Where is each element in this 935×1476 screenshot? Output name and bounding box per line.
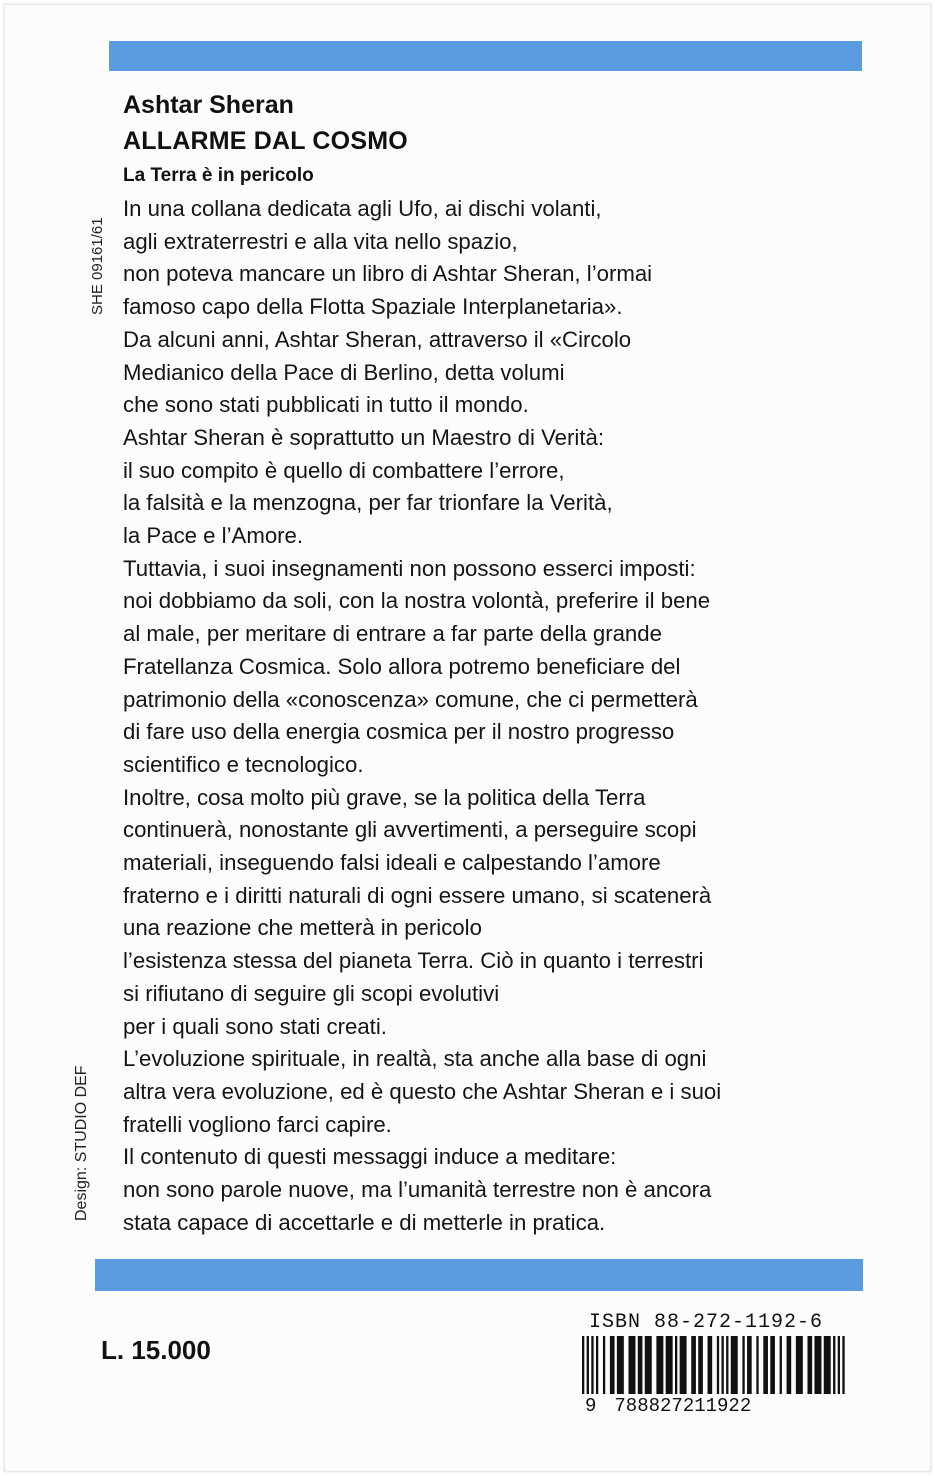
barcode-bar: [770, 1336, 775, 1394]
blurb-line: materiali, inseguendo falsi ideali e calpestando l’amore: [123, 850, 661, 876]
blurb-line: L’evoluzione spirituale, in realtà, sta anche alla base di ogni: [123, 1046, 707, 1072]
barcode-bar: [628, 1336, 635, 1394]
barcode-bar: [842, 1336, 844, 1394]
blurb-line: Ashtar Sheran è soprattutto un Maestro di Verità:: [123, 424, 604, 450]
blurb-line: al male, per meritare di entrare a far parte della grande: [123, 621, 662, 647]
back-cover: [4, 4, 931, 1472]
author-name: Ashtar Sheran: [123, 91, 294, 119]
design-credit: Design: STUDIO DEF: [73, 1065, 90, 1221]
barcode-bar: [680, 1336, 687, 1394]
barcode-bar: [717, 1336, 719, 1394]
barcode-bar: [603, 1336, 605, 1394]
blurb-line: che sono stati pubblicati in tutto il mondo.: [123, 392, 529, 418]
side-code: SHE 09161/61: [89, 217, 106, 315]
blurb-line: di fare uso della energia cosmica per il nostro progresso: [123, 719, 675, 745]
blurb-line: scientifico e tecnologico.: [123, 751, 364, 777]
barcode-lead-digit: 9: [585, 1395, 597, 1417]
barcode-bar: [708, 1336, 713, 1394]
barcode-bar: [666, 1336, 673, 1394]
blurb-line: non poteva mancare un libro di Ashtar Sheran, l’ormai: [123, 261, 653, 287]
blurb-line: l’esistenza stessa del pianeta Terra. Ciò in quanto i terrestri: [123, 948, 704, 974]
blurb-line: la falsità e la menzogna, per far trionfare la Verità,: [123, 490, 613, 516]
blurb-line: Inoltre, cosa molto più grave, se la politica della Terra: [123, 784, 646, 810]
blurb-line: per i quali sono stati creati.: [123, 1013, 387, 1039]
barcode-bar: [742, 1336, 744, 1394]
blurb-line: fratelli vogliono farci capire.: [123, 1111, 392, 1137]
blurb-line: agli extraterrestri e alla vita nello spazio,: [123, 228, 518, 254]
barcode-digits: [585, 1395, 751, 1417]
blurb-line: fraterno e i diritti naturali di ogni essere umano, si scatenerà: [123, 882, 712, 908]
blurb-line: si rifiutano di seguire gli scopi evolutivi: [123, 980, 500, 1006]
book-title: ALLARME DAL COSMO: [123, 127, 408, 155]
barcode-bar: [796, 1336, 803, 1394]
blurb-line: Da alcuni anni, Ashtar Sheran, attraverso il «Circolo: [123, 326, 632, 352]
blurb-line: continuerà, nonostante gli avvertimenti, a perseguire scopi: [123, 817, 697, 843]
barcode-bar: [587, 1336, 589, 1394]
bottom-color-band: [95, 1259, 863, 1291]
barcode-bar: [838, 1336, 840, 1394]
barcode-bar: [698, 1336, 703, 1394]
barcode-bar: [824, 1336, 831, 1394]
barcode-bar: [596, 1336, 598, 1394]
barcode-bar: [591, 1336, 593, 1394]
barcode-bar: [763, 1336, 768, 1394]
blurb-line: Medianico della Pace di Berlino, detta volumi: [123, 359, 565, 385]
barcode-bar: [638, 1336, 643, 1394]
barcode-bar: [675, 1336, 677, 1394]
blurb-line: Il contenuto di questi messaggi induce a meditare:: [123, 1144, 617, 1170]
barcode-bar: [756, 1336, 758, 1394]
barcode-bar: [645, 1336, 652, 1394]
barcode-bar: [582, 1336, 584, 1394]
barcode: [582, 1336, 847, 1394]
top-color-band: [109, 41, 862, 71]
blurb-line: Fratellanza Cosmica. Solo allora potremo beneficiare del: [123, 653, 681, 679]
blurb-line: In una collana dedicata agli Ufo, ai dischi volanti,: [123, 196, 602, 221]
blurb-line: non sono parole nuove, ma l’umanità terrestre non è ancora: [123, 1177, 712, 1203]
blurb-line: Tuttavia, i suoi insegnamenti non possono esserci imposti:: [123, 555, 696, 581]
blurb-line: patrimonio della «conoscenza» comune, che ci permetterà: [123, 686, 698, 712]
barcode-bar: [656, 1336, 663, 1394]
isbn-label: ISBN 88-272-1192-6: [589, 1311, 824, 1334]
barcode-bar: [833, 1336, 835, 1394]
blurb-line: una reazione che metterà in pericolo: [123, 915, 482, 941]
barcode-bar: [610, 1336, 615, 1394]
blurb-text: [123, 193, 843, 1240]
blurb-line: il suo compito è quello di combattere l’errore,: [123, 457, 565, 483]
blurb-line: altra vera evoluzione, ed è questo che Ashtar Sheran e i suoi: [123, 1078, 722, 1104]
barcode-bar: [747, 1336, 752, 1394]
blurb-line: la Pace e l’Amore.: [123, 523, 304, 549]
price: L. 15.000: [101, 1335, 211, 1365]
barcode-bar: [731, 1336, 738, 1394]
barcode-bar: [807, 1336, 812, 1394]
barcode-bar: [780, 1336, 782, 1394]
blurb-line: stata capace di accettarle e di metterle in pratica.: [123, 1209, 606, 1235]
barcode-bar: [814, 1336, 821, 1394]
blurb-line: famoso capo della Flotta Spaziale Interplanetaria».: [123, 294, 623, 320]
blurb-line: noi dobbiamo da soli, con la nostra volontà, preferire il bene: [123, 588, 711, 614]
barcode-number: 788827211922: [614, 1395, 752, 1417]
barcode-bar: [726, 1336, 728, 1394]
barcode-bar: [617, 1336, 624, 1394]
barcode-bar: [787, 1336, 792, 1394]
barcode-bar: [691, 1336, 696, 1394]
barcode-bar: [721, 1336, 723, 1394]
book-subtitle: La Terra è in pericolo: [123, 165, 314, 186]
